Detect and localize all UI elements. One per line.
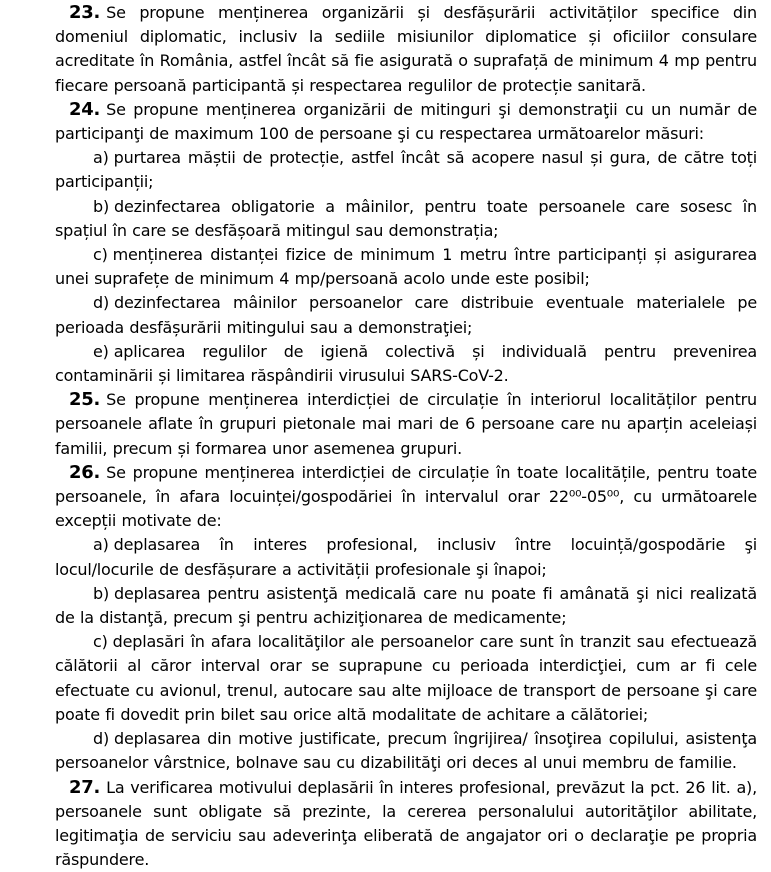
list-item-24a bbox=[55, 146, 757, 194]
paragraph-24-text: Se propune menținerea organizării de mitinguri şi demonstraţii cu un număr de participanţi de maximum 100 de persoane şi cu respectarea următoarelor măsuri: bbox=[55, 100, 757, 143]
list-item-24d-letter: d) bbox=[93, 293, 109, 312]
paragraph-24-number: 24. bbox=[69, 99, 100, 120]
list-item-24c-letter: c) bbox=[93, 245, 108, 264]
list-item-26c bbox=[55, 630, 757, 727]
list-item-26d-letter: d) bbox=[93, 729, 109, 748]
list-item-26b-letter: b) bbox=[93, 584, 109, 603]
paragraph-25-number: 25. bbox=[69, 389, 100, 410]
list-item-26d-text: deplasarea din motive justificate, precum îngrijirea/ însoţirea copilului, asistenţa persoanelor vârstnice, bolnave sau cu dizabilităţi ori deces al unui membru de familie. bbox=[55, 729, 757, 772]
list-item-26b bbox=[55, 582, 757, 630]
list-item-24b bbox=[55, 195, 757, 243]
paragraph-25-text: Se propune menținerea interdicției de circulație în interiorul localităților pentru persoanele aflate în grupuri pietonale mai mari de 6 persoane care nu aparțin aceleiași familii, precum și formarea unor asemenea grupuri. bbox=[55, 390, 757, 457]
list-item-24d-text: dezinfectarea mâinilor persoanelor care distribuie eventuale materialele pe perioada desfășurării mitingului sau a demonstraţiei; bbox=[55, 293, 757, 336]
list-item-26a bbox=[55, 533, 757, 581]
paragraph-24 bbox=[55, 98, 757, 146]
list-item-24e-text: aplicarea regulilor de igienă colectivă și individuală pentru prevenirea contaminării și limitarea răspândirii virusului SARS-CoV-2. bbox=[55, 342, 757, 385]
list-item-24c-text: menținerea distanței fizice de minimum 1 metru între participanți și asigurarea unei suprafețe de minimum 4 mp/persoană acolo unde este posibil; bbox=[55, 245, 757, 288]
paragraph-27-number: 27. bbox=[69, 777, 100, 798]
list-item-26c-text: deplasări în afara localităţilor ale persoanelor care sunt în tranzit sau efectuează călătorii al căror interval orar se suprapune cu perioada interdicţiei, cum ar fi cele efectuate cu avionul, trenul, autocare sau alte mijloace de transport de persoane şi care poate fi dovedit prin bilet sau orice altă modalitate de achitare a călătoriei; bbox=[55, 632, 757, 724]
paragraph-23 bbox=[55, 1, 757, 98]
paragraph-26-number: 26. bbox=[69, 462, 100, 483]
paragraph-23-number: 23. bbox=[69, 2, 100, 23]
list-item-24b-letter: b) bbox=[93, 197, 109, 216]
list-item-24e bbox=[55, 340, 757, 388]
list-item-24a-letter: a) bbox=[93, 148, 109, 167]
paragraph-23-text: Se propune menținerea organizării și desfășurării activităților specifice din domeniul diplomatic, inclusiv la sediile misiunilor diplomatice și oficiilor consulare acreditate în România, astfel încât să fie asigurată o suprafață de minimum 4 mp pentru fiecare persoană participantă și respectarea regulilor de protecție sanitară. bbox=[55, 3, 757, 95]
list-item-26c-letter: c) bbox=[93, 632, 108, 651]
list-item-24e-letter: e) bbox=[93, 342, 109, 361]
paragraph-26 bbox=[55, 461, 757, 534]
list-item-24d bbox=[55, 291, 757, 339]
list-item-26b-text: deplasarea pentru asistenţă medicală care nu poate fi amânată şi nici realizată de la distanţă, precum şi pentru achiziţionarea de medicamente; bbox=[55, 584, 757, 627]
list-item-24b-text: dezinfectarea obligatorie a mâinilor, pentru toate persoanele care sosesc în spațiul în care se desfășoară mitingul sau demonstrația; bbox=[55, 197, 757, 240]
paragraph-25 bbox=[55, 388, 757, 461]
list-item-26d bbox=[55, 727, 757, 775]
paragraph-27 bbox=[55, 776, 757, 872]
list-item-24c bbox=[55, 243, 757, 291]
paragraph-27-text: La verificarea motivului deplasării în interes profesional, prevăzut la pct. 26 lit. a), persoanele sunt obligate să prezinte, la cererea personalului autorităţilor abilitate, legitimaţia de serviciu sau adeverinţa eliberată de angajator ori o declaraţie pe propria răspundere. bbox=[55, 778, 757, 870]
list-item-26a-text: deplasarea în interes profesional, inclusiv între locuință/gospodărie şi locul/locurile de desfășurare a activității profesionale şi înapoi; bbox=[55, 535, 757, 578]
paragraph-26-text: Se propune menținerea interdicției de circulație în toate localitățile, pentru toate persoanele, în afara locuinței/gospodăriei în intervalul orar 22⁰⁰-05⁰⁰, cu următoarele excepții motivate de: bbox=[55, 463, 757, 530]
list-item-24a-text: purtarea măștii de protecție, astfel încât să acopere nasul și gura, de către toți participanții; bbox=[55, 148, 757, 191]
list-item-26a-letter: a) bbox=[93, 535, 109, 554]
